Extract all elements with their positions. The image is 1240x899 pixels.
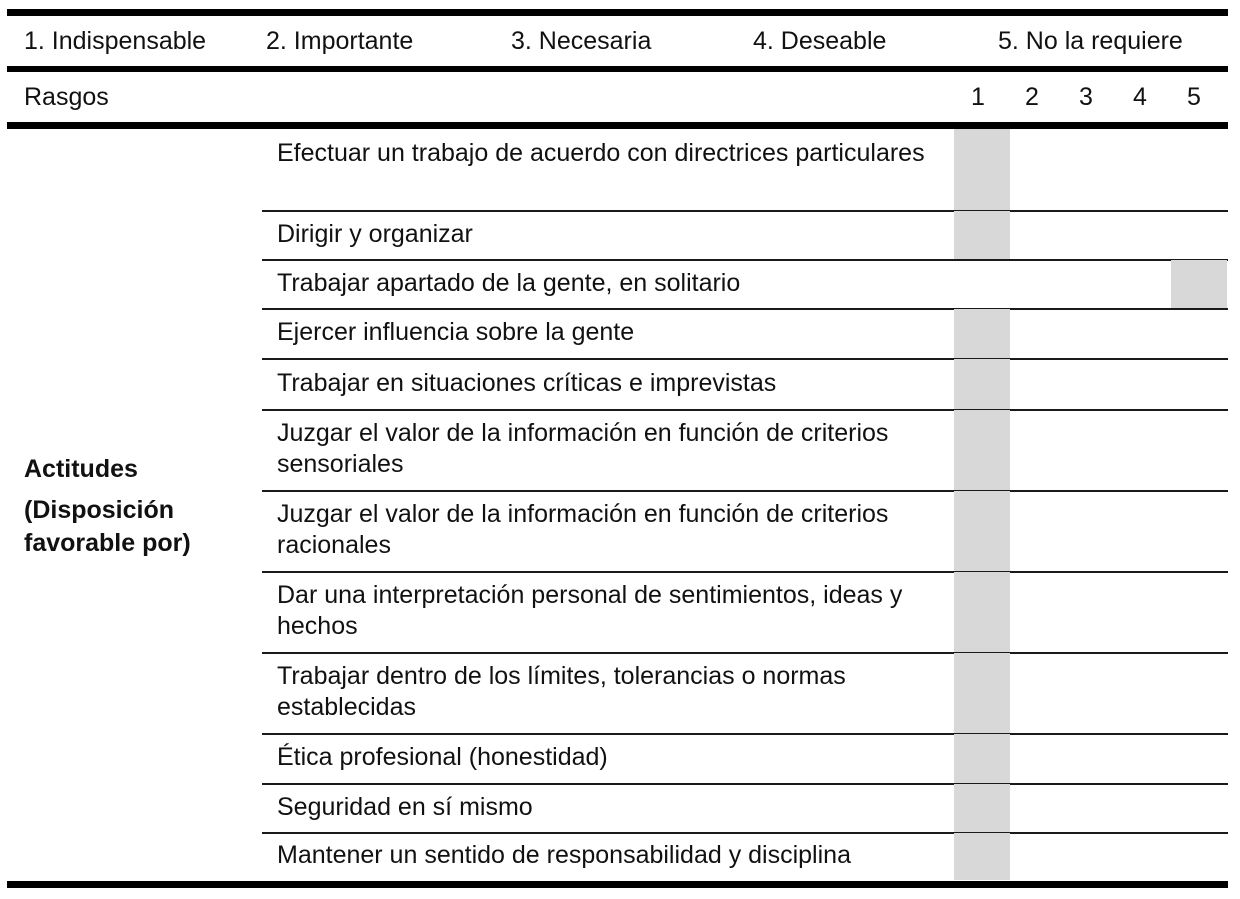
rating-cell-8: [954, 572, 1010, 652]
row-separator: [262, 652, 1228, 654]
trait-item-1: Efectuar un trabajo de acuerdo con directrices particulares: [277, 138, 925, 167]
rating-cell-5: [954, 359, 1010, 409]
rating-cell-10: [954, 734, 1010, 783]
rating-cell-6: [954, 410, 1010, 490]
row-separator: [262, 409, 1228, 411]
legend-deseable: 4. Deseable: [753, 27, 887, 55]
scale-header-2: 2: [1025, 83, 1039, 111]
scale-header-3: 3: [1079, 83, 1093, 111]
trait-item-6: Juzgar el valor de la información en función de criterios sensoriales: [277, 419, 889, 478]
rating-cell-7: [954, 491, 1010, 571]
trait-item-5: Trabajar en situaciones críticas e imprevistas: [277, 368, 777, 397]
rating-cell-11: [954, 784, 1010, 832]
rating-cell-12: [954, 833, 1010, 880]
scale-header-1: 1: [971, 83, 985, 111]
trait-item-2: Dirigir y organizar: [277, 219, 473, 248]
trait-item-10: Ética profesional (honestidad): [277, 743, 608, 771]
row-separator: [262, 210, 1228, 212]
rating-cell-1: [954, 129, 1010, 210]
row-separator: [262, 783, 1228, 785]
table-bottom-rule: [7, 881, 1228, 888]
row-separator: [262, 358, 1228, 360]
rating-cell-4: [954, 309, 1010, 358]
rating-cell-9: [954, 653, 1010, 733]
legend-no-la-requiere: 5. No la requiere: [998, 27, 1183, 55]
rating-cell-3: [1171, 260, 1227, 308]
category-label: [24, 453, 191, 560]
row-separator: [262, 733, 1228, 735]
header-bottom-rule: [7, 122, 1228, 129]
top-rule: [7, 9, 1228, 16]
legend-necesaria: 3. Necesaria: [511, 27, 652, 55]
category-line-3: favorable por): [24, 529, 191, 557]
trait-item-8: Dar una interpretación personal de sentimientos, ideas y hechos: [277, 581, 903, 640]
row-separator: [262, 259, 1228, 261]
row-separator: [262, 571, 1228, 573]
scale-header-5: 5: [1187, 83, 1201, 111]
row-separator: [262, 832, 1228, 834]
trait-item-4: Ejercer influencia sobre la gente: [277, 318, 635, 346]
row-separator: [262, 490, 1228, 492]
rating-cell-2: [954, 211, 1010, 259]
row-separator: [262, 308, 1228, 310]
trait-item-7: Juzgar el valor de la información en función de criterios racionales: [277, 500, 889, 559]
legend-bottom-rule: [7, 66, 1228, 72]
legend-indispensable: 1. Indispensable: [24, 27, 207, 55]
trait-item-3: Trabajar apartado de la gente, en solitario: [277, 268, 741, 297]
rasgos-header: Rasgos: [24, 83, 109, 111]
legend-importante: 2. Importante: [266, 27, 414, 55]
category-line-1: Actitudes: [24, 455, 138, 483]
trait-item-12: Mantener un sentido de responsabilidad y disciplina: [277, 841, 851, 869]
scale-header-4: 4: [1133, 83, 1147, 111]
trait-item-11: Seguridad en sí mismo: [277, 792, 533, 821]
category-line-2: (Disposición: [24, 496, 175, 524]
trait-item-9: Trabajar dentro de los límites, tolerancias o normas establecidas: [277, 662, 846, 721]
